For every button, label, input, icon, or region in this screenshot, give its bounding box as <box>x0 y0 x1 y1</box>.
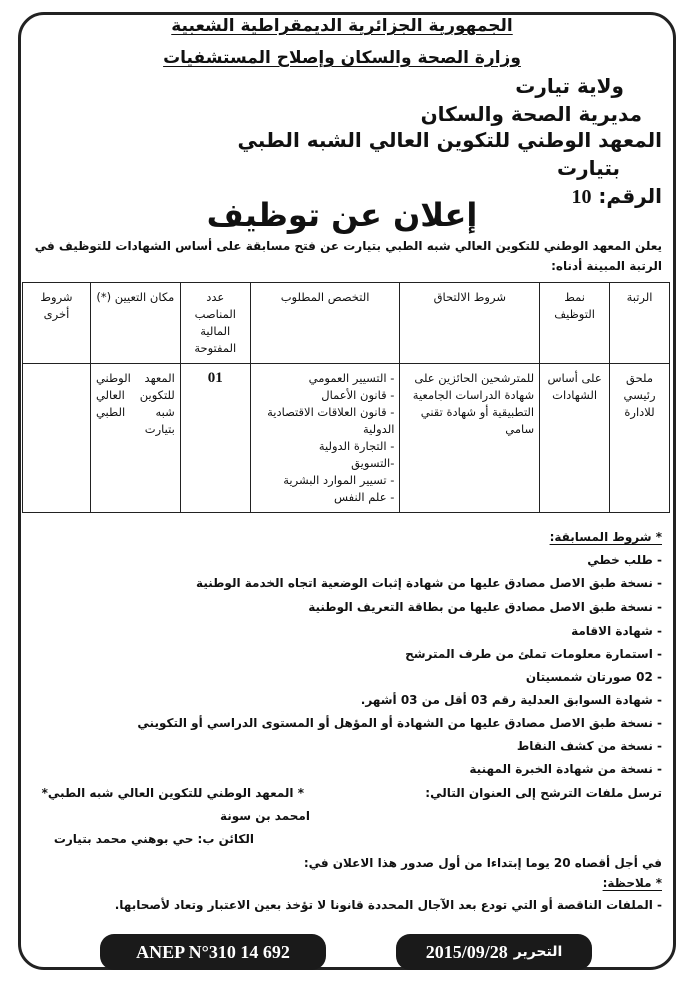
header-conditions: شروط الالتحاق <box>400 283 540 364</box>
address-line2: امحمد بن سونة <box>220 809 310 823</box>
condition-item: - شهادة الاقامة <box>571 624 662 638</box>
header-mode: نمط التوظيف <box>540 283 610 364</box>
date-badge <box>396 934 592 970</box>
specialty-item: - قانون الأعمال <box>321 388 395 402</box>
table-header-row <box>23 283 670 364</box>
date-value: 2015/09/28 <box>425 941 508 962</box>
condition-item: - طلب خطي <box>587 553 662 567</box>
ministry-title: وزارة الصحة والسكان وإصلاح المستشفيات <box>163 48 521 68</box>
wilaya: ولاية تيارت <box>515 74 624 98</box>
condition-item: - 02 صورتان شمسيتان <box>525 670 662 684</box>
specialty-item: -التسويق <box>351 456 395 470</box>
cell-place: المعهد الوطني للتكوين العالي شبه الطبي بتيارت <box>90 364 180 513</box>
deadline-text: في أجل أقصاه 20 يوما إبتداءا من أول صدور هذا الاعلان في: <box>303 856 662 870</box>
cell-rank: ملحق رئيسي للادارة <box>610 364 670 513</box>
address-label: ترسل ملفات الترشح إلى العنوان التالي: <box>425 786 662 800</box>
specialty-item: - التسيير العمومي <box>308 371 395 385</box>
note-text: - الملفات الناقصة أو التي تودع بعد الآجال المحددة قانونا لا تؤخذ بعين الاعتبار وتعاد لأصحابها. <box>114 898 662 912</box>
number-value: 10 <box>571 186 592 208</box>
header-count: عدد المناصب المالية المفتوحة <box>180 283 250 364</box>
note-title: * ملاحظة: <box>602 876 662 890</box>
address-line3: الكائن ب: حي بوهني محمد بتيارت <box>53 832 254 846</box>
date-label: التحرير <box>513 944 563 960</box>
anep-badge: ANEP N°310 14 692 <box>100 934 326 970</box>
directorate: مديرية الصحة والسكان <box>420 102 642 126</box>
condition-item: - استمارة معلومات تملئ من طرف المترشح <box>405 647 662 661</box>
condition-item: - شهادة السوابق العدلية رقم 03 أقل من 03 أشهر. <box>360 693 662 707</box>
cell-other <box>23 364 91 513</box>
condition-item: - نسخة طبق الاصل مصادق عليها من بطاقة التعريف الوطنية <box>308 600 662 614</box>
number-label: الرقم: <box>598 184 662 208</box>
specialty-item: - علم النفس <box>333 490 395 504</box>
header-other: شروط أخرى <box>23 283 91 364</box>
republic-title: الجمهورية الجزائرية الديمقراطية الشعبية <box>171 16 513 36</box>
cell-count: 01 <box>180 364 250 513</box>
table-row <box>23 364 670 513</box>
cell-specialties <box>250 364 400 513</box>
conditions-title: * شروط المسابقة: <box>549 530 662 544</box>
condition-item: - نسخة من شهادة الخبرة المهنية <box>469 762 662 776</box>
address-line1: * المعهد الوطني للتكوين العالي شبه الطبي* <box>41 786 304 800</box>
specialty-item: - قانون العلاقات الاقتصادية الدولية <box>267 405 395 436</box>
condition-item: - نسخة من كشف النقاط <box>516 739 662 753</box>
specialty-item: - التجارة الدولية <box>318 439 395 453</box>
announcement-title: إعلان عن توظيف <box>206 196 478 234</box>
header-rank: الرتبة <box>610 283 670 364</box>
cell-conditions: للمترشحين الحائزين على شهادة الدراسات الجامعية التطبيقية أو شهادة تقني سامي <box>400 364 540 513</box>
condition-item: - نسخة طبق الاصل مصادق عليها من الشهادة أو المؤهل أو المستوى الدراسي أو التكويني <box>137 716 662 730</box>
institute: المعهد الوطني للتكوين العالي الشبه الطبي <box>237 128 662 152</box>
cell-mode: على أساس الشهادات <box>540 364 610 513</box>
specialty-item: - تسيير الموارد البشرية <box>283 473 395 487</box>
header-place: مكان التعيين (*) <box>90 283 180 364</box>
condition-item: - نسخة طبق الاصل مصادق عليها من شهادة إثبات الوضعية اتجاه الخدمة الوطنية <box>196 576 662 590</box>
header-specialty: التخصص المطلوب <box>250 283 400 364</box>
positions-table <box>22 282 670 513</box>
city: بتيارت <box>557 156 620 180</box>
intro-text: يعلن المعهد الوطني للتكوين العالي شبه الطبي بتيارت عن فتح مسابقة على أساس الشهادات للتوظيف في الرتبة المبينة أدناه: <box>34 239 662 273</box>
